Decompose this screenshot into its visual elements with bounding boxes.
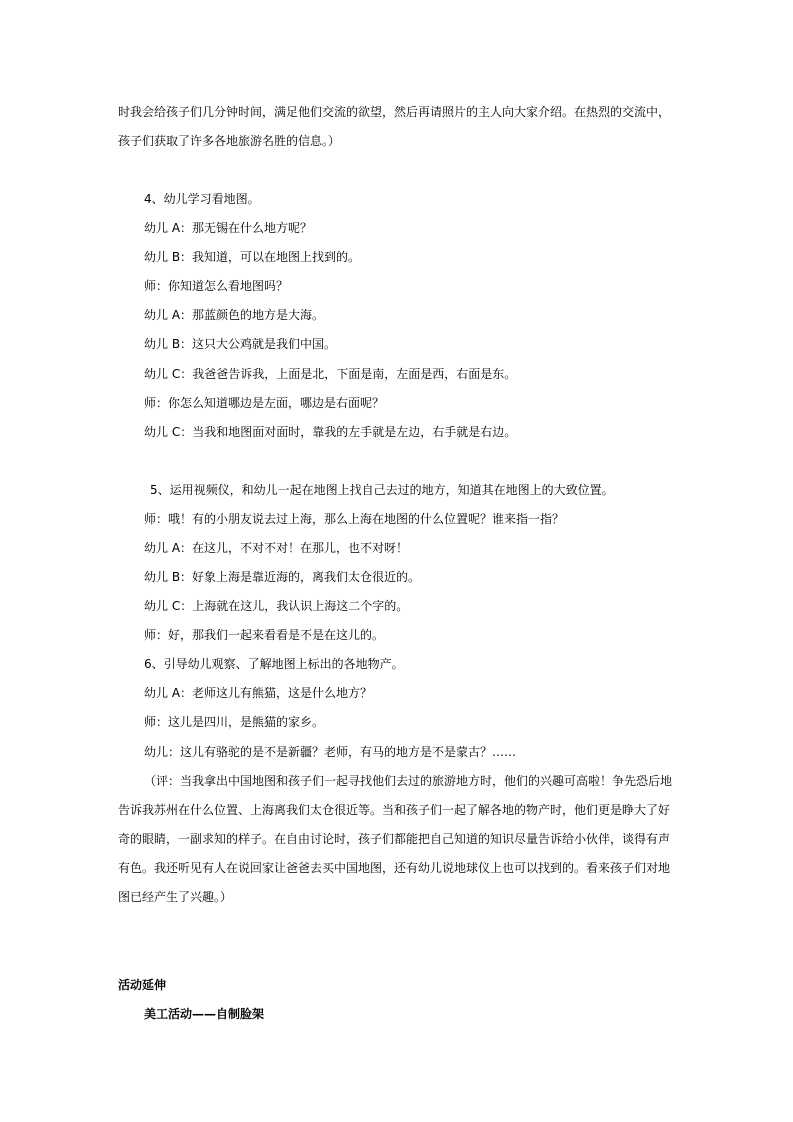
- step4-dialogue-3: 师：你知道怎么看地图吗？: [144, 279, 289, 293]
- intro-line-1: 时我会给孩子们几分钟时间，满足他们交流的欲望，然后再请照片的主人向大家介绍。在热烈的交流中，: [118, 105, 671, 119]
- step6-title: 6、引导幼儿观察、了解地图上标出的各地物产。: [144, 657, 404, 671]
- step5-title: 5、运用视频仪，和幼儿一起在地图上找自己去过的地方，知道其在地图上的大致位置。: [150, 483, 614, 497]
- step4-dialogue-7: 师：你怎么知道哪边是左面，哪边是右面呢？: [144, 396, 385, 410]
- step5-dialogue-5: 师：好，那我们一起来看看是不是在这儿的。: [144, 628, 385, 642]
- step4-dialogue-5: 幼儿 B：这只大公鸡就是我们中国。: [144, 337, 337, 351]
- comment-line-2: 告诉我苏州在什么位置、上海离我们太仓很近等。当和孩子们一起了解各地的物产时，他们更是睁大了好: [118, 803, 671, 817]
- step4-dialogue-6: 幼儿 C：我爸爸告诉我，上面是北，下面是南，左面是西，右面是东。: [144, 367, 517, 381]
- intro-line-2: 孩子们获取了许多各地旅游名胜的信息。）: [118, 134, 341, 148]
- step5-dialogue-2: 幼儿 A：在这儿，不对不对！在那儿，也不对呀！: [144, 541, 409, 555]
- comment-line-3: 奇的眼睛，一副求知的样子。在自由讨论时，孩子们都能把自己知道的知识尽量告诉给小伙伴，谈得有声: [118, 832, 671, 846]
- comment-line-4: 有色。我还听见有人在说回家让爸爸去买中国地图，还有幼儿说地球仪上也可以找到的。看来孩子们对地: [118, 861, 671, 875]
- step4-dialogue-4: 幼儿 A：那蓝颜色的地方是大海。: [144, 308, 325, 322]
- art-activity-heading: 美工活动——自制脸架: [144, 1007, 265, 1021]
- step5-dialogue-1: 师：哦！有的小朋友说去过上海，那么上海在地图的什么位置呢？谁来指一指？: [144, 512, 565, 526]
- step4-dialogue-2: 幼儿 B：我知道，可以在地图上找到的。: [144, 250, 361, 264]
- step6-dialogue-2: 师：这儿是四川，是熊猫的家乡。: [144, 715, 325, 729]
- step4-dialogue-1: 幼儿 A：那无锡在什么地方呢？: [144, 221, 313, 235]
- step4-title: 4、幼儿学习看地图。: [144, 192, 260, 206]
- step5-dialogue-4: 幼儿 C：上海就在这儿，我认识上海这二个字的。: [144, 599, 409, 613]
- step4-dialogue-8: 幼儿 C：当我和地图面对面时，靠我的左手就是左边，右手就是右边。: [144, 425, 517, 439]
- comment-line-1: （评：当我拿出中国地图和孩子们一起寻找他们去过的旅游地方时，他们的兴趣可高啦！争先恐后地: [144, 774, 673, 788]
- extension-heading: 活动延伸: [118, 978, 167, 992]
- comment-line-5: 图已经产生了兴趣。）: [118, 890, 233, 904]
- step6-dialogue-1: 幼儿 A：老师这儿有熊猫，这是什么地方？: [144, 686, 373, 700]
- step6-dialogue-3: 幼儿：这儿有骆驼的是不是新疆？老师，有马的地方是不是蒙古？……: [144, 745, 517, 759]
- step5-dialogue-3: 幼儿 B：好象上海是靠近海的，离我们太仓很近的。: [144, 570, 421, 584]
